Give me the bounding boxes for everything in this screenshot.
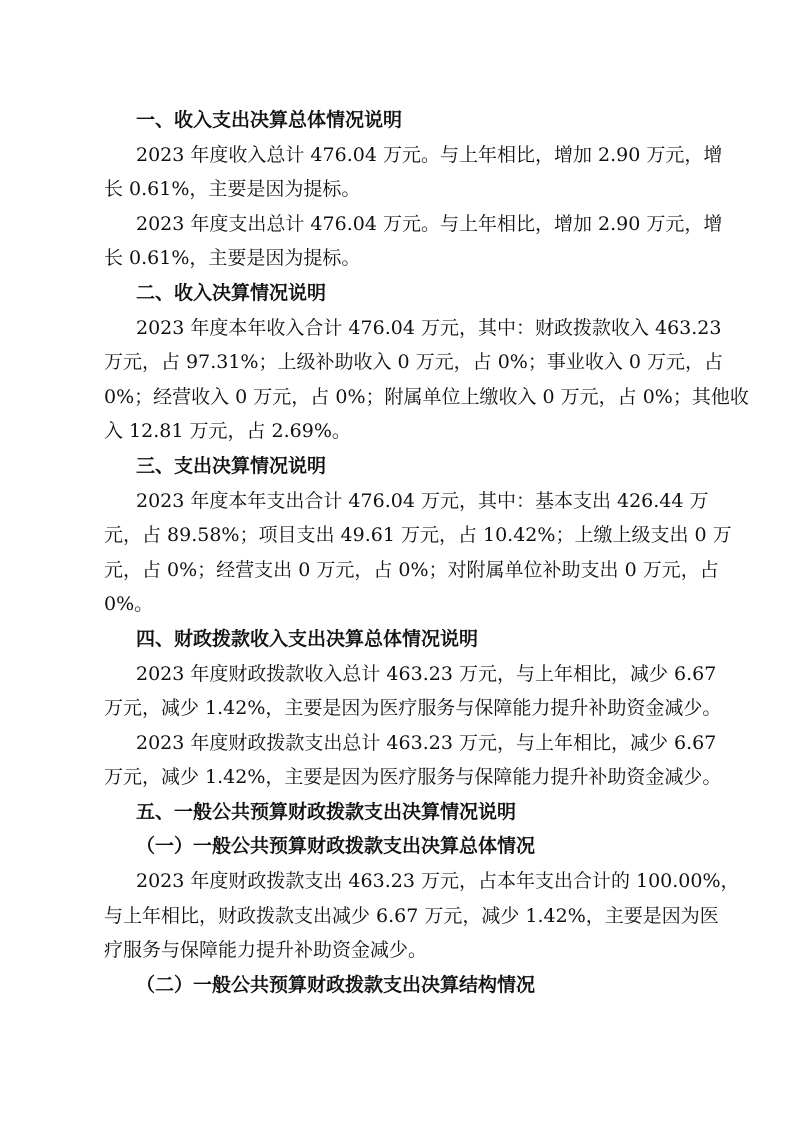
text-line: 疗服务与保障能力提升补助资金减少。 [104, 939, 428, 962]
subsection-heading [104, 968, 697, 1003]
text-line: 万元，减少 1.42%，主要是因为医疗服务与保障能力提升补助资金减少。 [104, 766, 722, 789]
text-line: 2023 年度本年支出合计 476.04 万元，其中：基本支出 426.44 万 [136, 489, 709, 512]
paragraph [104, 207, 723, 276]
text-line: 四、财政拨款收入支出决算总体情况说明 [136, 627, 479, 650]
text-line: 五、一般公共预算财政拨款支出决算情况说明 [136, 800, 517, 823]
paragraph [104, 657, 722, 726]
paragraph [104, 311, 749, 449]
text-line: 万元，减少 1.42%，主要是因为医疗服务与保障能力提升补助资金减少。 [104, 697, 722, 720]
paragraph [104, 726, 722, 795]
text-line: 入 12.81 万元，占 2.69%。 [104, 420, 351, 443]
text-line: 元，占 89.58%；项目支出 49.61 万元，占 10.42%；上缴上级支出 0 万 [104, 524, 732, 547]
paragraph [104, 138, 723, 207]
text-line: 0%；经营收入 0 万元，占 0%；附属单位上缴收入 0 万元，占 0%；其他收 [104, 385, 749, 408]
paragraph [104, 484, 732, 622]
section-heading [104, 449, 697, 484]
text-line: 2023 年度财政拨款收入总计 463.23 万元，与上年相比，减少 6.67 [136, 662, 717, 685]
section-heading [104, 276, 697, 311]
text-line: 三、支出决算情况说明 [136, 454, 327, 477]
section-heading [104, 103, 697, 138]
text-line: （一）一般公共预算财政拨款支出决算总体情况 [136, 835, 536, 858]
text-line: （二）一般公共预算财政拨款支出决算结构情况 [136, 973, 536, 996]
text-line: 0%。 [104, 593, 154, 616]
paragraph [104, 864, 740, 968]
section-heading [104, 622, 697, 657]
text-line: 2023 年度财政拨款支出 463.23 万元，占本年支出合计的 100.00%， [136, 870, 740, 893]
text-line: 元，占 0%；经营支出 0 万元，占 0%；对附属单位补助支出 0 万元，占 [104, 558, 719, 581]
text-line: 万元，占 97.31%；上级补助收入 0 万元，占 0%；事业收入 0 万元，占 [104, 351, 724, 374]
text-line: 一、收入支出决算总体情况说明 [136, 109, 403, 131]
subsection-heading [104, 829, 697, 864]
text-line: 2023 年度收入总计 476.04 万元。与上年相比，增加 2.90 万元，增 [136, 143, 723, 166]
text-line: 长 0.61%，主要是因为提标。 [104, 247, 361, 270]
text-line: 2023 年度支出总计 476.04 万元。与上年相比，增加 2.90 万元，增 [136, 212, 723, 235]
document-body [104, 103, 749, 1002]
section-heading [104, 795, 697, 830]
text-line: 2023 年度本年收入合计 476.04 万元，其中：财政拨款收入 463.23 [136, 316, 722, 339]
text-line: 二、收入决算情况说明 [136, 281, 327, 304]
text-line: 长 0.61%，主要是因为提标。 [104, 178, 361, 201]
text-line: 与上年相比，财政拨款支出减少 6.67 万元，减少 1.42%，主要是因为医 [104, 904, 719, 927]
text-line: 2023 年度财政拨款支出总计 463.23 万元，与上年相比，减少 6.67 [136, 731, 717, 754]
